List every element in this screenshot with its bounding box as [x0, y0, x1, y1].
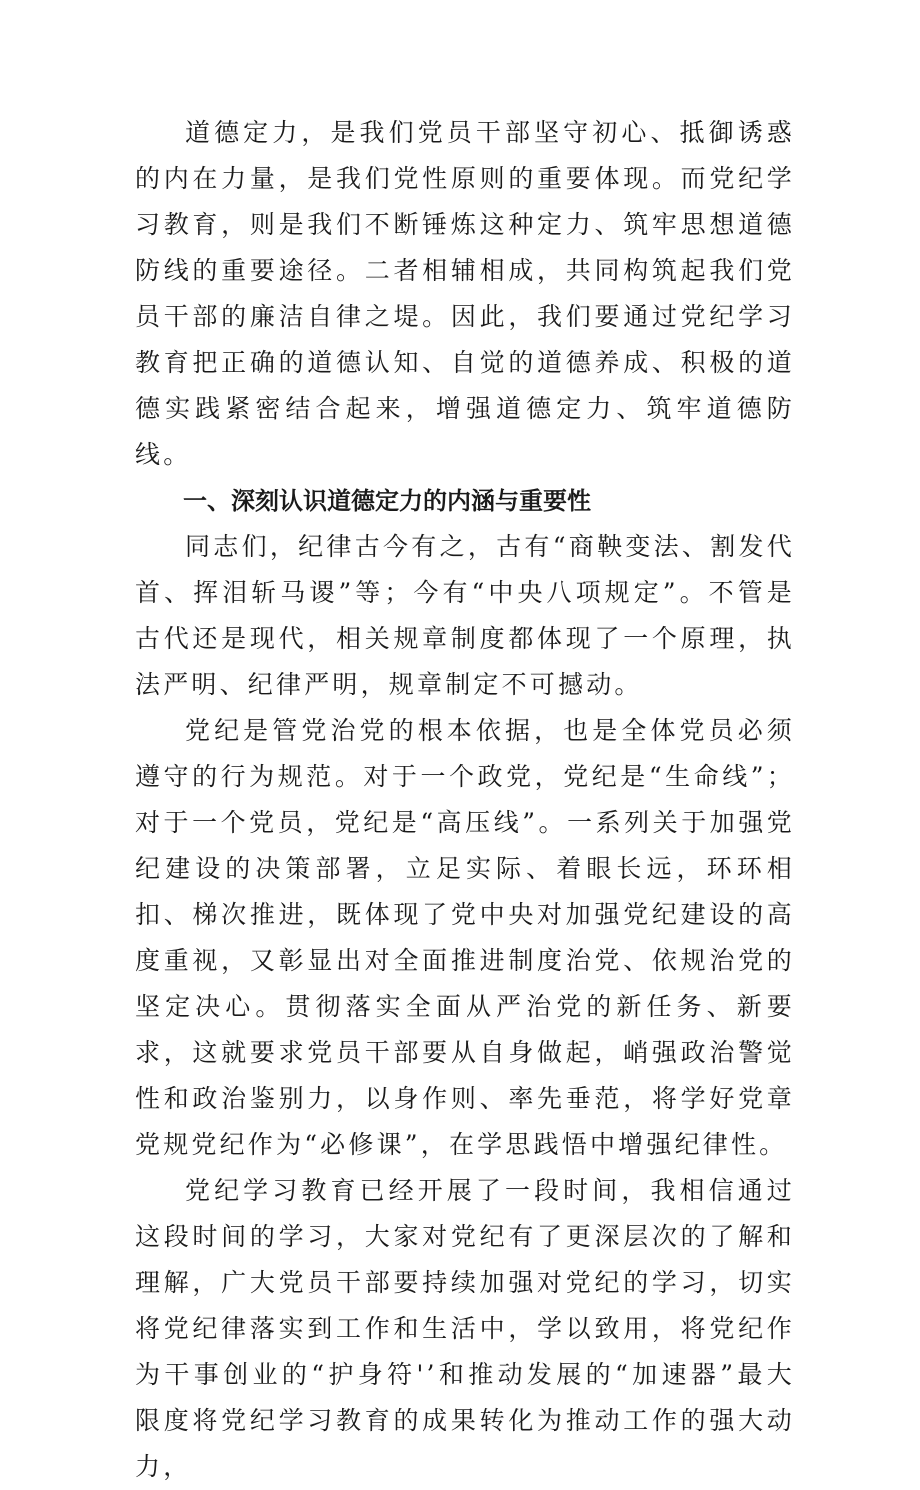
paragraph-intro: 道德定力，是我们党员干部坚守初心、抵御诱惑的内在力量，是我们党性原则的重要体现。而党纪学习教育，则是我们不断锤炼这种定力、筑牢思想道德防线的重要途径。二者相辅相成，共同构筑起我们党员干部的廉洁自律之堤。因此，我们要通过党纪学习教育把正确的道德认知、自觉的道德养成、积极的道德实践紧密结合起来，增强道德定力、筑牢道德防线。 — [135, 118, 795, 469]
section-heading-1: 一、深刻认识道德定力的内涵与重要性 — [183, 487, 591, 515]
paragraph-party-discipline: 党纪是管党治党的根本依据，也是全体党员必须遵守的行为规范。对于一个政党，党纪是“生命线”；对于一个党员，党纪是“高压线”。一系列关于加强党纪建设的决策部署，立足实际、着眼长远，环环相扣、梯次推进，既体现了党中央对加强党纪建设的高度重视，又彰显出对全面推进制度治党、依规治党的坚定决心。贯彻落实全面从严治党的新任务、新要求，这就要求党员干部要从自身做起，峭强政治警觉性和政治鉴别力，以身作则、率先垂范，将学好党章党规党纪作为“必修课”，在学思践悟中增强纪律性。 — [135, 716, 795, 1159]
paragraph-education-progress: 党纪学习教育已经开展了一段时间，我相信通过这段时间的学习，大家对党纪有了更深层次的了解和理解，广大党员干部要持续加强对党纪的学习，切实将党纪律落实到工作和生活中，学以致用，将党纪作为干事创业的“护身符'’和推动发展的“加速器”最大限度将党纪学习教育的成果转化为推动工作的强大动力， — [135, 1176, 795, 1481]
paragraph-discipline-history: 同志们，纪律古今有之，古有“商鞅变法、割发代首、挥泪斩马谡”等；今有“中央八项规定”。不管是古代还是现代，相关规章制度都体现了一个原理，执法严明、纪律严明，规章制定不可撼动。 — [135, 532, 795, 699]
document-body — [135, 110, 795, 1490]
